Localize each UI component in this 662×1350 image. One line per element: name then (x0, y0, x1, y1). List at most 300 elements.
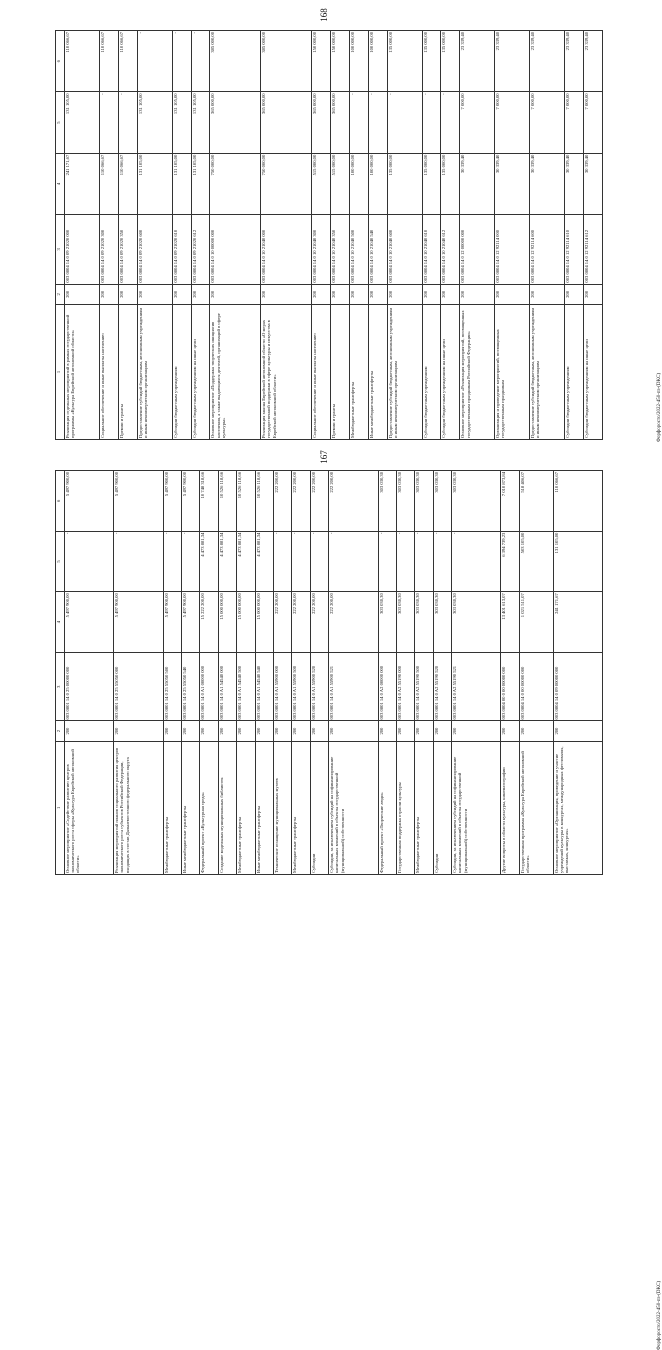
table-cell: - (433, 531, 451, 592)
table-cell: 135 000,00 (387, 31, 422, 92)
table-row (274, 471, 292, 875)
table-cell: - (452, 531, 501, 592)
table-cell: Другие вопросы в области культуры, кинематографии (501, 741, 519, 874)
table-cell: 7 000,00 (564, 92, 583, 153)
table-cell: 003 0804 14 0 00 00000 000 (519, 652, 553, 721)
table-cell: 4 473 881,34 (218, 531, 236, 592)
table-cell: 200 (163, 721, 181, 741)
table-cell: - (163, 531, 181, 592)
table-cell: 110 066,67 (65, 31, 100, 92)
table-cell: - (137, 31, 172, 92)
table-cell: Субсидии, за исключением субсидий на софинансирование капитальных вложений в объекты государственной (муниципальной) собственности (329, 741, 378, 874)
table-cell: 303 030,30 (452, 592, 501, 653)
table-cell: 200 (311, 284, 330, 304)
table-row (311, 31, 330, 440)
table-cell: Межбюджетные трансферты (415, 741, 433, 874)
table-cell: Субсидии бюджетным учреждениям (564, 305, 583, 440)
table-cell: 303 030,30 (415, 592, 433, 653)
table-cell: 200 (99, 284, 118, 304)
table-row (163, 471, 181, 875)
table-cell: Основное мероприятие «Реализация мероприятий, посвященных государственным праздникам Российской Федерации» (460, 305, 495, 440)
table-cell: 303 030,30 (378, 592, 396, 653)
table-cell: 23 339,40 (530, 31, 565, 92)
table-cell: 003 0801 14 0 A1 54540 500 (237, 652, 255, 721)
table-cell: Субсидии бюджетным учреждениям (172, 305, 191, 440)
table-cell: 4 473 881,34 (255, 531, 273, 592)
table-cell: 365 000,00 (261, 92, 312, 153)
table-cell: - (191, 31, 210, 92)
table-row (261, 31, 312, 440)
table-cell: 23 339,40 (583, 31, 602, 92)
table-row (65, 31, 100, 440)
table-cell: 200 (564, 284, 583, 304)
column-header: 1 (56, 305, 65, 440)
table-cell: 003 0804 14 0 10 21040 600 (387, 215, 422, 285)
table-cell: 003 0804 14 0 09 21020 000 (65, 215, 100, 285)
table-cell: 200 (65, 721, 114, 741)
column-header: 2 (56, 284, 65, 304)
table-cell: 003 0804 14 0 10 21040 300 (311, 215, 330, 285)
table-cell: Межбюджетные трансферты (349, 305, 368, 440)
table-cell: 222 200,00 (274, 592, 292, 653)
table-cell: 303 030,30 (396, 592, 414, 653)
table-cell: 15 000 000,00 (255, 592, 273, 653)
table-cell: 003 0801 14 0 A2 55190 000 (396, 652, 414, 721)
table-cell: 303 030,30 (452, 471, 501, 532)
table-row (218, 471, 236, 875)
column-header: 1 (56, 741, 65, 874)
column-header: 4 (56, 592, 65, 653)
table-cell: Федеральный проект «Творческие люди» (378, 741, 396, 874)
table-row (378, 471, 396, 875)
table-row (137, 31, 172, 440)
table-cell: 7 000,00 (460, 92, 495, 153)
table-cell: 5 497 900,00 (65, 592, 114, 653)
budget-table (55, 30, 603, 440)
table-cell: 003 0801 14 0 A1 55900 520 (310, 652, 328, 721)
table-cell: 003 0801 14 0 A1 55900 500 (292, 652, 310, 721)
table-cell: - (441, 92, 460, 153)
column-header: 3 (56, 215, 65, 285)
table-cell: 30 339,40 (564, 153, 583, 214)
table-cell: Субсидии бюджетным учреждениям на иные цели (191, 305, 210, 440)
table-row (99, 31, 118, 440)
table-cell: 135 000,00 (422, 31, 441, 92)
table-row (237, 471, 255, 875)
table-cell: 200 (237, 721, 255, 741)
table-cell: 23 339,40 (495, 31, 530, 92)
table-cell: 222 200,00 (310, 592, 328, 653)
table-cell: 1 021 511,07 (519, 592, 553, 653)
table-cell: 110 066,67 (118, 153, 137, 214)
table-row (114, 471, 163, 875)
table-cell: 5 497 900,00 (163, 471, 181, 532)
table-cell: 003 0804 14 0 09 21020 612 (191, 215, 210, 285)
table-cell: Государственная программа «Культура Еврейской автономной области» (519, 741, 553, 874)
table-cell: 110 066,67 (553, 471, 602, 532)
table-cell: 5 497 900,00 (163, 592, 181, 653)
table-cell: - (118, 92, 137, 153)
table-cell: 003 0804 14 0 10 21040 500 (349, 215, 368, 285)
table-cell: 200 (65, 284, 100, 304)
table-cell: 003 0804 14 0 09 21020 350 (118, 215, 137, 285)
table-cell: 003 0804 14 0 10 21040 350 (330, 215, 349, 285)
table-row (415, 471, 433, 875)
table-cell: 003 0804 14 0 10 00000 000 (210, 215, 261, 285)
table-cell: - (415, 531, 433, 592)
table-cell: 385 000,00 (210, 31, 261, 92)
table-cell: 30 339,40 (583, 153, 602, 214)
table-row (292, 471, 310, 875)
table-cell: 200 (292, 721, 310, 741)
table-cell: 200 (495, 284, 530, 304)
table-row (441, 31, 460, 440)
table-cell: 303 030,30 (433, 592, 451, 653)
column-header: 6 (56, 471, 65, 532)
table-cell: 150 000,00 (330, 31, 349, 92)
table-cell: 003 0801 14 0 25 55050 540 (181, 652, 199, 721)
table-cell: 100 000,00 (349, 153, 368, 214)
table-cell: 200 (441, 284, 460, 304)
table-cell: - (368, 92, 387, 153)
table-cell: 200 (553, 721, 602, 741)
table-cell: Иные межбюджетные трансферты (255, 741, 273, 874)
table-cell: Социальное обеспечение и иные выплаты населению (311, 305, 330, 440)
table-cell: 15 000 000,00 (218, 592, 236, 653)
table-cell: 5 497 900,00 (114, 471, 163, 532)
table-cell: 13 401 613,07 (501, 592, 519, 653)
table-row (452, 471, 501, 875)
table-cell: - (329, 531, 378, 592)
table-cell: 10 526 118,66 (218, 471, 236, 532)
table-cell: Предоставление субсидий бюджетным, автономным учреждениям и иным некоммерческим организациям (530, 305, 565, 440)
table-cell: 200 (422, 284, 441, 304)
table-cell: Иные межбюджетные трансферты (181, 741, 199, 874)
table-cell: Основное мероприятие «Содействие развитию центров экономического роста сферы «Культура Еврейской автономной области» (65, 741, 114, 874)
table-cell: 15 222 200,00 (200, 592, 218, 653)
table-cell: 303 030,30 (396, 471, 414, 532)
table-cell: 135 000,00 (441, 31, 460, 92)
table-cell: 10 526 118,66 (255, 471, 273, 532)
table-cell: 750 000,00 (210, 153, 261, 214)
table-cell: - (65, 531, 114, 592)
table-cell: 100 000,00 (368, 153, 387, 214)
table-cell: 003 0804 14 0 12 92114 612 (583, 215, 602, 285)
table-cell: 200 (210, 284, 261, 304)
table-cell: 7 000,00 (583, 92, 602, 153)
page-footer: Форфоросто/2022-450-пз-(DKC) (657, 1280, 662, 1350)
table-cell: - (274, 531, 292, 592)
table-cell: 135 000,00 (422, 153, 441, 214)
table-cell: 23 339,40 (460, 31, 495, 92)
table-cell: 200 (330, 284, 349, 304)
table-cell: 200 (460, 284, 495, 304)
table-cell: 7 000,00 (530, 92, 565, 153)
table-cell: - (349, 92, 368, 153)
table-cell: 385 000,00 (261, 31, 312, 92)
table-cell: 003 0804 14 0 09 21020 600 (137, 215, 172, 285)
table-cell: 10 526 118,66 (237, 471, 255, 532)
table-header-row (56, 31, 65, 440)
table-cell: Основное мероприятие «Организация, проведение и участие учреждений культуры в конкурсах, международных фестивалях, выставках, конкурсах» (553, 741, 602, 874)
budget-table-wrap (55, 30, 603, 440)
table-cell: 003 0804 14 0 12 92114 000 (495, 215, 530, 285)
table-row (310, 471, 328, 875)
column-header: 5 (56, 531, 65, 592)
table-cell: 131 105,00 (553, 531, 602, 592)
table-cell: Предоставление субсидий бюджетным, автономным учреждениям и иным некоммерческим организациям (137, 305, 172, 440)
table-cell: Премии и гранты (118, 305, 137, 440)
table-cell: 200 (396, 721, 414, 741)
table-cell: 003 0801 14 0 A2 55190 500 (415, 652, 433, 721)
table-cell: 003 0801 14 0 A2 55190 521 (452, 652, 501, 721)
table-cell: Субсидии бюджетным учреждениям на иные цели (441, 305, 460, 440)
table-cell: 003 0804 14 0 10 21040 000 (261, 215, 312, 285)
table-cell: Основное мероприятие «Поддержка творческих инициатив населения, а также выдающихся деятелей, организаций в сфере культуры» (210, 305, 261, 440)
table-cell: 003 0804 14 0 09 00000 000 (553, 652, 602, 721)
table-row (255, 471, 273, 875)
table-cell: 003 0804 14 0 09 21020 300 (99, 215, 118, 285)
table-row (501, 471, 519, 875)
table-cell: - (378, 531, 396, 592)
table-cell: 200 (519, 721, 553, 741)
table-cell: 003 0801 14 0 A1 54540 000 (218, 652, 236, 721)
table-row (118, 31, 137, 440)
table-row (422, 31, 441, 440)
table-cell: 10 748 318,66 (200, 471, 218, 532)
table-cell: Организация и проведение мероприятий, посвященных государственным праздникам (495, 305, 530, 440)
table-row (583, 31, 602, 440)
budget-table (55, 470, 603, 875)
table-cell: 131 105,00 (137, 92, 172, 153)
table-cell: 131 105,00 (137, 153, 172, 214)
table-cell: - (396, 531, 414, 592)
table-cell: 003 0804 14 0 09 21020 610 (172, 215, 191, 285)
table-cell: 5 497 900,00 (181, 592, 199, 653)
page-footer: Форфоросто/2022-450-пз-(DKC) (657, 372, 662, 442)
table-cell: Предоставление субсидий бюджетным, автономным учреждениям и иным некоммерческим организациям (387, 305, 422, 440)
table-cell: 135 000,00 (387, 153, 422, 214)
table-cell: 222 200,00 (329, 592, 378, 653)
table-cell: 518 406,07 (519, 471, 553, 532)
table-cell: 200 (172, 284, 191, 304)
table-cell: 303 030,30 (378, 471, 396, 532)
table-cell: 003 0804 14 0 12 00000 000 (460, 215, 495, 285)
column-header: 2 (56, 721, 65, 741)
table-cell: Реализация мероприятий планов социального развития центров экономического роста субъектов Российской Федерации, входящих в состав Дальневосточного федерального округа (114, 741, 163, 874)
table-cell: 5 497 900,00 (114, 592, 163, 653)
page-number: 168 (318, 8, 329, 22)
table-cell: Социальное обеспечение и иные выплаты населению (99, 305, 118, 440)
table-cell: 100 000,00 (368, 31, 387, 92)
table-cell: Государственная поддержка отрасли культуры (396, 741, 414, 874)
table-cell: 200 (181, 721, 199, 741)
table-cell: Иные межбюджетные трансферты (368, 305, 387, 440)
table-cell: 6 394 739,23 (501, 531, 519, 592)
table-cell: 4 473 881,34 (237, 531, 255, 592)
table-cell: 200 (349, 284, 368, 304)
table-row (530, 31, 565, 440)
table-row (368, 31, 387, 440)
table-cell: 303 030,30 (433, 471, 451, 532)
table-cell: 365 000,00 (311, 92, 330, 153)
table-row (553, 471, 602, 875)
table-cell: 241 171,67 (553, 592, 602, 653)
table-header-row (56, 471, 65, 875)
table-cell: 200 (583, 284, 602, 304)
table-cell: Техническое оснащение муниципальных музеев (274, 741, 292, 874)
table-cell: 003 0801 14 0 A1 00000 000 (200, 652, 218, 721)
table-cell: - (99, 92, 118, 153)
table-cell: Субсидии, за исключением субсидий на софинансирование капитальных вложений в объекты государственной (муниципальной) собственности (452, 741, 501, 874)
table-cell: 200 (118, 284, 137, 304)
table-row (460, 31, 495, 440)
table-cell: 150 000,00 (311, 31, 330, 92)
budget-table-wrap (55, 470, 603, 875)
table-cell: 515 000,00 (330, 153, 349, 214)
table-row (329, 471, 378, 875)
table-cell: 7 000,00 (495, 92, 530, 153)
table-cell: Реализация закона Еврейской автономной области «О мерах государственной поддержки в сфере культуры и искусства в Еврейской автономной области» (261, 305, 312, 440)
table-row (330, 31, 349, 440)
table-cell: Федеральный проект «Культурная среда» (200, 741, 218, 874)
table-cell: 131 105,00 (172, 153, 191, 214)
table-cell: 303 030,30 (415, 471, 433, 532)
table-cell: 003 0804 14 0 12 92114 610 (564, 215, 583, 285)
table-row (349, 31, 368, 440)
table-cell: Субсидии бюджетным учреждениям (422, 305, 441, 440)
table-cell: 222 200,00 (274, 471, 292, 532)
table-cell: Субсидии (433, 741, 451, 874)
table-cell: 200 (329, 721, 378, 741)
table-cell: 200 (433, 721, 451, 741)
table-cell: 003 0804 14 0 12 92114 600 (530, 215, 565, 285)
table-cell: 200 (114, 721, 163, 741)
table-cell: 200 (191, 284, 210, 304)
table-cell: 200 (200, 721, 218, 741)
table-row (519, 471, 553, 875)
table-cell: 003 0804 14 0 10 21040 540 (368, 215, 387, 285)
table-cell: Премии и гранты (330, 305, 349, 440)
table-cell: 750 000,00 (261, 153, 312, 214)
table-cell: 200 (415, 721, 433, 741)
table-cell: 110 066,67 (99, 31, 118, 92)
table-cell: 131 105,00 (191, 153, 210, 214)
table-cell: 003 0801 14 0 A1 55900 521 (329, 652, 378, 721)
table-cell: 003 0804 14 0 10 21040 610 (422, 215, 441, 285)
table-cell: Субсидии (310, 741, 328, 874)
document-page-168 (55, 8, 662, 442)
table-cell: 135 000,00 (441, 153, 460, 214)
table-cell: 5 497 900,00 (65, 471, 114, 532)
table-cell: 200 (255, 721, 273, 741)
table-cell: 222 200,00 (329, 471, 378, 532)
table-cell: 003 0804 00 0 00 00000 000 (501, 652, 519, 721)
column-header: 5 (56, 92, 65, 153)
table-row (210, 31, 261, 440)
table-cell: Межбюджетные трансферты (163, 741, 181, 874)
table-cell: Реализация отдельных мероприятий в рамках государственной программы «Культура Еврейской автономной области» (65, 305, 100, 440)
table-cell: Создание модельных муниципальных библиотек (218, 741, 236, 874)
table-cell: - (387, 92, 422, 153)
table-row (396, 471, 414, 875)
table-cell: 200 (387, 284, 422, 304)
table-cell: 003 0801 14 0 A1 55900 000 (274, 652, 292, 721)
table-cell: - (181, 531, 199, 592)
table-row (433, 471, 451, 875)
table-cell: 100 000,00 (349, 31, 368, 92)
table-cell: 241 171,67 (65, 153, 100, 214)
table-cell: Межбюджетные трансферты (292, 741, 310, 874)
table-cell: 5 497 900,00 (181, 471, 199, 532)
table-cell: - (422, 92, 441, 153)
table-cell: 003 0801 14 0 A2 55190 520 (433, 652, 451, 721)
table-cell: 200 (452, 721, 501, 741)
table-cell: 200 (218, 721, 236, 741)
table-cell: 110 066,67 (99, 153, 118, 214)
table-cell: 15 000 000,00 (237, 592, 255, 653)
table-cell: 200 (274, 721, 292, 741)
table-cell: - (114, 531, 163, 592)
table-cell: 003 0801 14 0 A1 54540 540 (255, 652, 273, 721)
table-cell: 131 105,00 (191, 92, 210, 153)
table-cell: 4 473 881,34 (200, 531, 218, 592)
table-row (172, 31, 191, 440)
table-cell: - (292, 531, 310, 592)
table-cell: 200 (368, 284, 387, 304)
table-cell: - (310, 531, 328, 592)
table-row (495, 31, 530, 440)
table-cell: 200 (378, 721, 396, 741)
table-cell: 003 0801 14 0 25 00000 000 (65, 652, 114, 721)
column-header: 6 (56, 31, 65, 92)
table-cell: 30 339,40 (495, 153, 530, 214)
table-cell: 003 0804 14 0 10 21040 612 (441, 215, 460, 285)
table-cell: 003 0801 14 0 25 55050 500 (163, 652, 181, 721)
table-row (200, 471, 218, 875)
table-cell: 110 066,67 (118, 31, 137, 92)
table-row (191, 31, 210, 440)
table-cell: 200 (530, 284, 565, 304)
table-cell: Субсидии бюджетным учреждениям на иные цели (583, 305, 602, 440)
table-cell: 30 339,40 (530, 153, 565, 214)
table-cell: 200 (261, 284, 312, 304)
table-cell: 200 (137, 284, 172, 304)
table-cell: 365 000,00 (210, 92, 261, 153)
document-page-167 (55, 450, 662, 1350)
table-cell: 222 200,00 (310, 471, 328, 532)
table-row (564, 31, 583, 440)
table-cell: 222 200,00 (292, 471, 310, 532)
table-cell: 222 200,00 (292, 592, 310, 653)
table-cell: 503 105,00 (519, 531, 553, 592)
table-cell: - (172, 31, 191, 92)
table-row (181, 471, 199, 875)
table-cell: Межбюджетные трансферты (237, 741, 255, 874)
page-number: 167 (318, 450, 329, 464)
table-cell: 131 105,00 (172, 92, 191, 153)
table-cell: 200 (310, 721, 328, 741)
table-cell: 515 000,00 (311, 153, 330, 214)
table-row (65, 471, 114, 875)
table-cell: 30 339,40 (460, 153, 495, 214)
table-row (387, 31, 422, 440)
table-cell: 23 339,40 (564, 31, 583, 92)
table-cell: 200 (501, 721, 519, 741)
table-cell: 131 105,00 (65, 92, 100, 153)
table-cell: 365 000,00 (330, 92, 349, 153)
table-cell: 003 0801 14 0 25 55050 000 (114, 652, 163, 721)
